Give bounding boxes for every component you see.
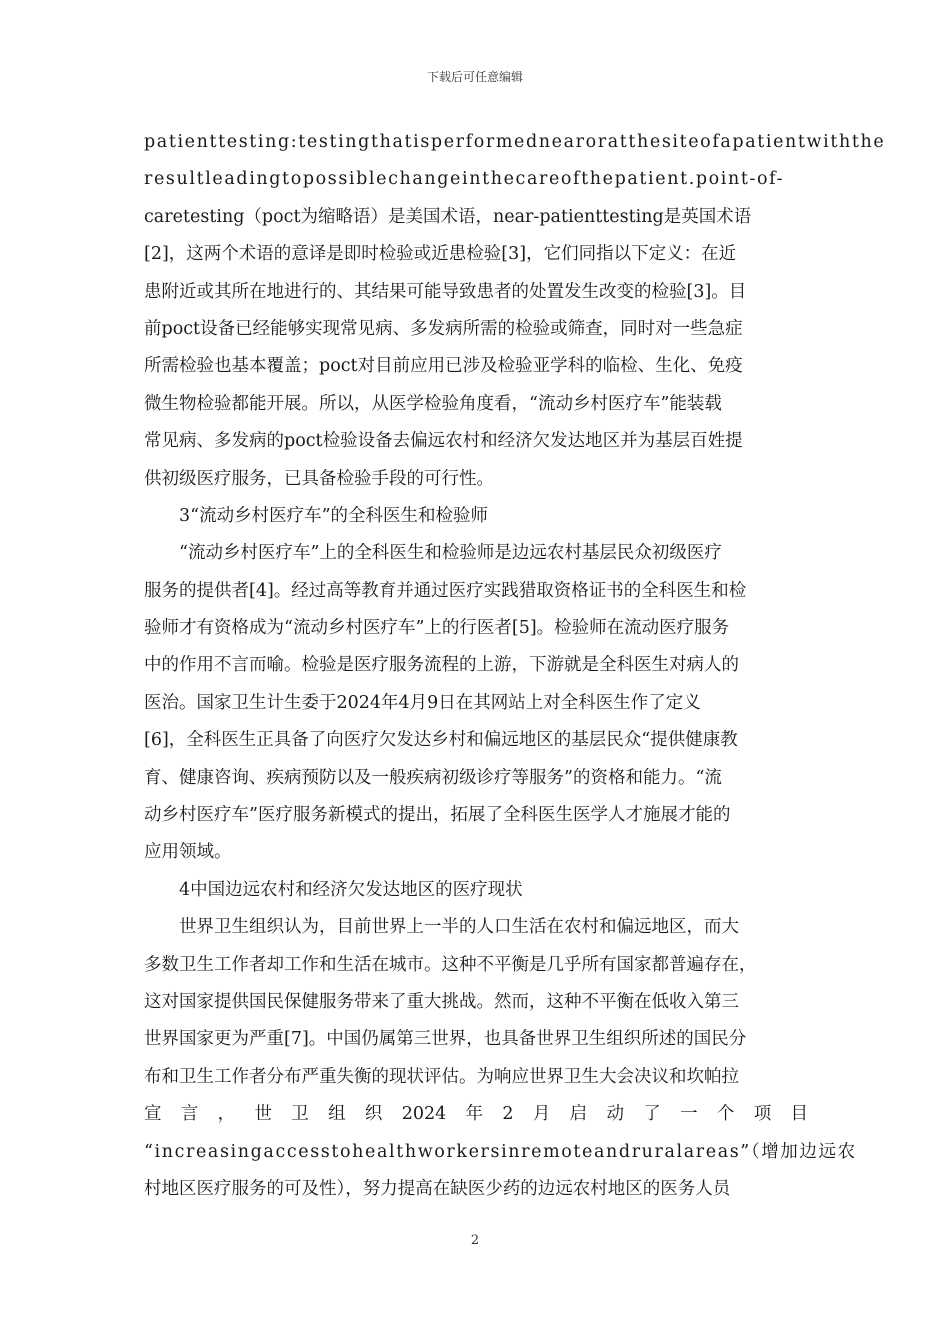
- section-heading: 4中国边远农村和经济欠发达地区的医疗现状: [179, 879, 523, 900]
- text-line: 村地区医疗服务的可及性），努力提高在缺医少药的边远农村地区的医务人员: [144, 1178, 731, 1199]
- word: 个: [716, 1104, 735, 1125]
- spread-text-line: [144, 1096, 808, 1133]
- text-line: caretesting（poct为缩略语）是美国术语，near-patienttesting是英国术语: [144, 206, 752, 227]
- text-line: 医治。国家卫生计生委于2024年4月9日在其网站上对全科医生作了定义: [144, 692, 701, 713]
- text-line: 动乡村医疗车”医疗服务新模式的提出，拓展了全科医生医学人才施展才能的: [144, 805, 731, 826]
- text-line: [6]，全科医生正具备了向医疗欠发达乡村和偏远地区的基层民众“提供健康教: [144, 730, 738, 751]
- word: 组: [328, 1104, 346, 1125]
- word: 世: [254, 1104, 272, 1125]
- text-line: 育、健康咨询、疾病预防以及一般疾病初级诊疗等服务”的资格和能力。“流: [144, 767, 722, 788]
- text-line: 患附近或其所在地进行的、其结果可能导致患者的处置发生改变的检验[3]。目: [144, 281, 747, 302]
- text-line: “increasingaccesstohealthworkersinremoteandruralareas”（增加边远农: [144, 1141, 857, 1162]
- text-line: [2]，这两个术语的意译是即时检验或近患检验[3]，它们同指以下定义：在近: [144, 244, 737, 265]
- word: 宣: [144, 1104, 162, 1125]
- text-line: 微生物检验都能开展。所以，从医学检验角度看，“流动乡村医疗车”能装载: [144, 393, 722, 414]
- text-line: 验师才有资格成为“流动乡村医疗车”上的行医者[5]。检验师在流动医疗服务: [144, 618, 730, 639]
- word: 2: [502, 1104, 514, 1125]
- word: 项: [753, 1104, 772, 1125]
- text-line: 供初级医疗服务，已具备检验手段的可行性。: [144, 468, 494, 489]
- text-line: 多数卫生工作者却工作和生活在城市。这种不平衡是几乎所有国家都普遍存在，: [144, 954, 757, 975]
- page-header: 下载后可任意编辑: [426, 70, 523, 84]
- word: 一: [680, 1104, 698, 1125]
- word: 言: [180, 1104, 199, 1125]
- text-line: patienttesting:testingthatisperformednearoratthesiteofapatientwiththe: [144, 132, 886, 152]
- word: 启: [569, 1104, 588, 1125]
- text-line: resultleadingtopossiblechangeinthecareofthepatient.point-of-: [144, 169, 785, 190]
- document-body: [144, 124, 886, 1208]
- word: 卫: [291, 1104, 309, 1125]
- word: 月: [532, 1104, 551, 1125]
- word: 2024: [401, 1104, 447, 1125]
- word: 动: [606, 1104, 624, 1125]
- text-line: 所需检验也基本覆盖；poct对目前应用已涉及检验亚学科的临检、生化、免疫: [144, 356, 743, 377]
- page-number: 2: [470, 1233, 480, 1248]
- text-line: 常见病、多发病的poct检验设备去偏远农村和经济欠发达地区并为基层百姓提: [144, 431, 743, 452]
- word: 目: [790, 1104, 808, 1125]
- text-line: 布和卫生工作者分布严重失衡的现状评估。为响应世界卫生大会决议和坎帕拉: [144, 1066, 739, 1087]
- section-heading: 3“流动乡村医疗车”的全科医生和检验师: [179, 505, 489, 526]
- word: 年: [465, 1104, 484, 1125]
- text-line: 应用领域。: [144, 842, 232, 863]
- word: 了: [643, 1104, 661, 1125]
- word: 织: [364, 1104, 383, 1125]
- text-line: 中的作用不言而喻。检验是医疗服务流程的上游，下游就是全科医生对病人的: [144, 655, 739, 676]
- text-line: “流动乡村医疗车”上的全科医生和检验师是边远农村基层民众初级医疗: [179, 543, 722, 564]
- text-line: 服务的提供者[4]。经过高等教育并通过医疗实践猎取资格证书的全科医生和检: [144, 580, 747, 601]
- text-line: 前poct设备已经能够实现常见病、多发病所需的检验或筛查，同时对一些急症: [144, 318, 743, 339]
- text-line: 世界卫生组织认为，目前世界上一半的人口生活在农村和偏远地区，而大: [179, 917, 739, 938]
- text-line: 这对国家提供国民保健服务带来了重大挑战。然而，这种不平衡在低收入第三: [144, 991, 739, 1012]
- text-line: 世界国家更为严重[7]。中国仍属第三世界，也具备世界卫生组织所述的国民分: [144, 1029, 747, 1050]
- word: ，: [217, 1104, 236, 1125]
